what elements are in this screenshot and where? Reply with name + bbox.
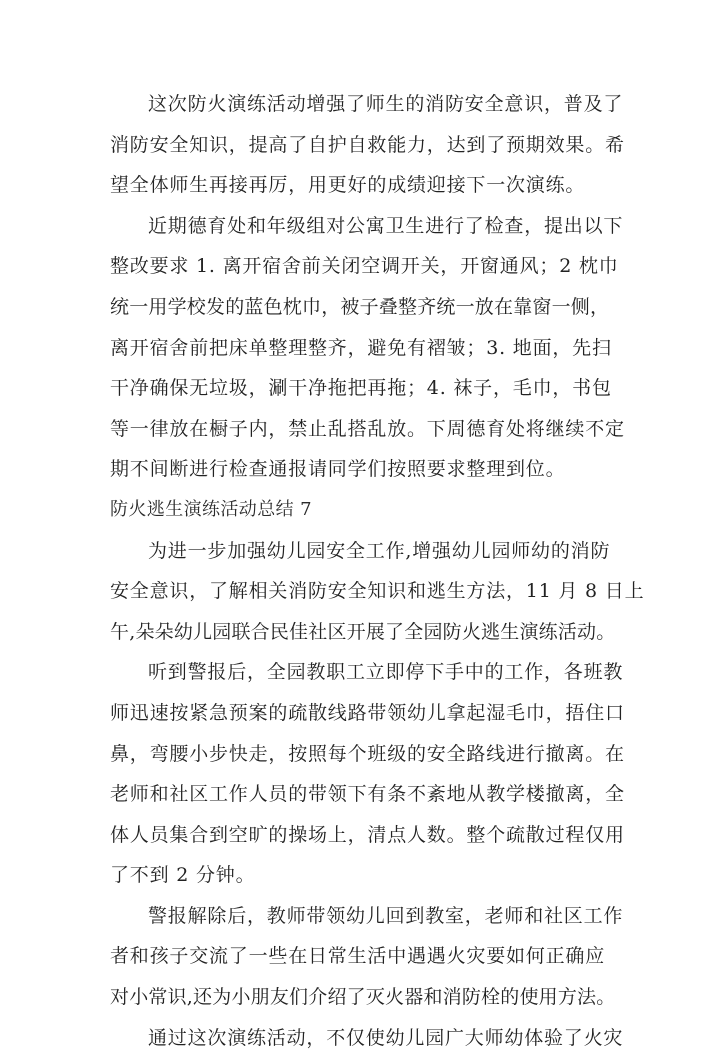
document-body: [110, 84, 645, 1058]
paragraph-line: 听到警报后，全园教职工立即停下手中的工作，各班教: [148, 661, 624, 684]
paragraph-line: 等一律放在橱子内，禁止乱搭乱放。下周德育处将继续不定: [110, 417, 625, 440]
paragraph-line: 警报解除后，教师带领幼儿回到教室，老师和社区工作: [148, 904, 624, 927]
paragraph-line: 整改要求 1. 离开宿舍前关闭空调开关，开窗通风；2 枕巾: [110, 255, 619, 278]
paragraph-line: 近期德育处和年级组对公寓卫生进行了检查，提出以下: [148, 214, 624, 237]
paragraph-line: 望全体师生再接再厉，用更好的成绩迎接下一次演练。: [110, 174, 586, 197]
paragraph-line: 通过这次演练活动，不仅使幼儿园广大师幼体验了火灾: [148, 1026, 624, 1049]
paragraph-line: 消防安全知识，提高了自护自救能力，达到了预期效果。希: [110, 133, 625, 156]
paragraph-line: 干净确保无垃圾，涮干净拖把再拖；4. 袜子，毛巾，书包: [110, 377, 612, 400]
paragraph-line: 期不间断进行检查通报请同学们按照要求整理到位。: [110, 458, 566, 481]
paragraph-line: 午,朵朵幼儿园联合民佳社区开展了全园防火逃生演练活动。: [110, 620, 616, 643]
paragraph-line: 对小常识,还为小朋友们介绍了灭火器和消防栓的使用方法。: [110, 986, 616, 1009]
paragraph-line: 师迅速按紧急预案的疏散线路带领幼儿拿起湿毛巾，捂住口: [110, 701, 625, 724]
paragraph-line: 鼻，弯腰小步快走，按照每个班级的安全路线进行撤离。在: [110, 742, 625, 765]
paragraph-line: 统一用学校发的蓝色枕巾，被子叠整齐统一放在靠窗一侧，: [110, 295, 610, 318]
paragraph-line: 为进一步加强幼儿园安全工作,增强幼儿园师幼的消防: [148, 539, 611, 562]
paragraph-line: 者和孩子交流了一些在日常生活中遇遇火灾要如何正确应: [110, 945, 606, 968]
paragraph-line: 了不到 2 分钟。: [110, 864, 256, 887]
paragraph-line: 老师和社区工作人员的带领下有条不紊地从教学楼撤离，全: [110, 783, 625, 806]
paragraph-line: 体人员集合到空旷的操场上，清点人数。整个疏散过程仅用: [110, 823, 625, 846]
paragraph-line: 安全意识，了解相关消防安全知识和逃生方法，11 月 8 日上: [110, 580, 645, 603]
paragraph-line: 离开宿舍前把床单整理整齐，避免有褶皱；3. 地面，先扫: [110, 336, 612, 359]
paragraph-line: 这次防火演练活动增强了师生的消防安全意识，普及了: [148, 93, 624, 115]
section-heading: 防火逃生演练活动总结 7: [110, 498, 312, 520]
